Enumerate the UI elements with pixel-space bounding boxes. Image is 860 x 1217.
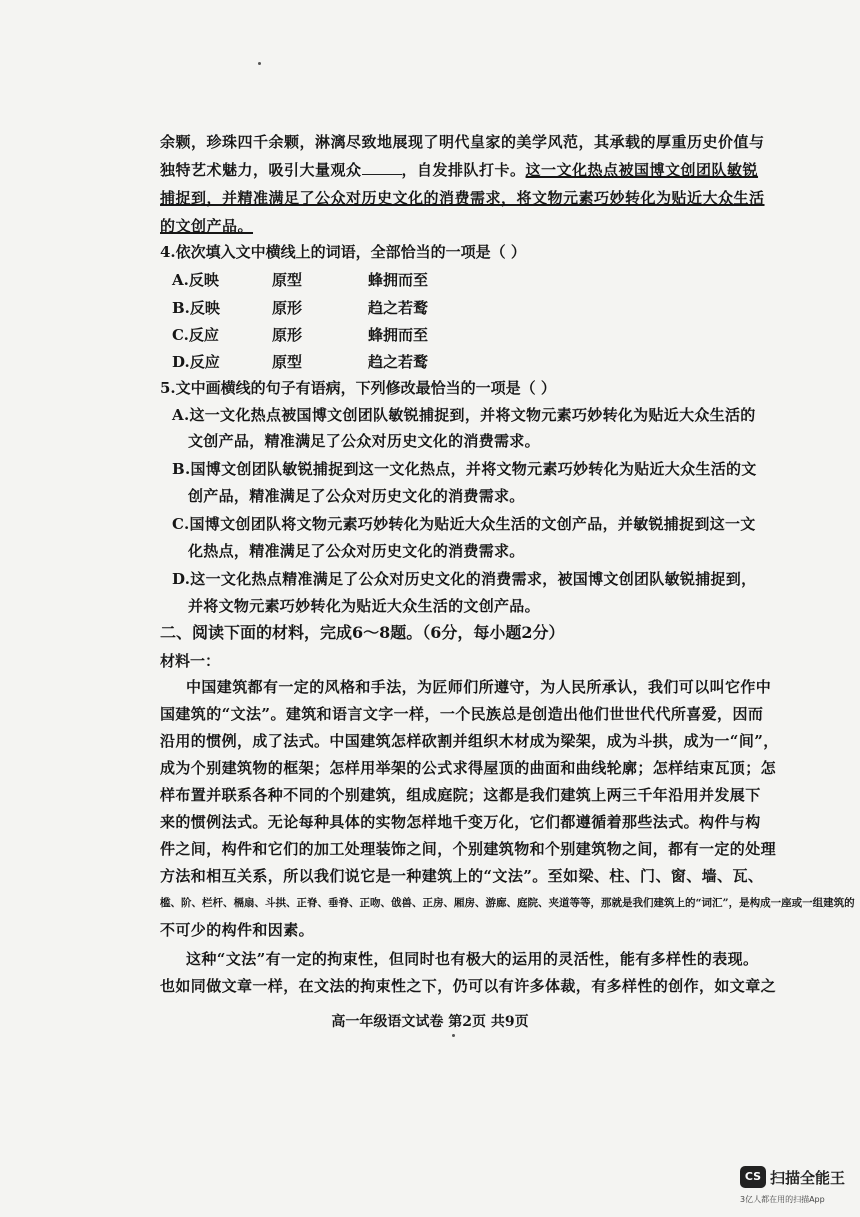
passage-line-2	[160, 160, 759, 180]
q5-option-c: C.国博文创团队将文物元素巧妙转化为贴近大众生活的文创产品，并敏锐捕捉到这一文	[172, 515, 756, 533]
scan-speck	[452, 1034, 455, 1037]
option-word: 原形	[272, 299, 303, 317]
underlined-sentence: 这一文化热点被国博文创团队敏锐	[525, 161, 759, 179]
article-line: 方法和相互关系，所以我们说它是一种建筑上的“文法”。至如梁、柱、门、窗、墙、瓦、	[160, 867, 764, 885]
article-line: 国建筑的“文法”。建筑和语言文字一样，一个民族总是创造出他们世世代代所喜爱，因而	[160, 705, 764, 723]
article-line: 沿用的惯例，成了法式。中国建筑怎样砍割并组织木材成为梁架，成为斗拱，成为一“间”，	[160, 732, 779, 750]
q5-option-d: D.这一文化热点精准满足了公众对历史文化的消费需求，被国博文创团队敏锐捕捉到，	[172, 570, 757, 588]
option-word: 趋之若鹜	[368, 353, 429, 371]
article-line: 成为个别建筑物的框架；怎样用举架的公式求得屋顶的曲面和曲线轮廓；怎样结束瓦顶；怎	[160, 759, 777, 777]
question-4-stem: 4.依次填入文中横线上的词语，全部恰当的一项是（ ）	[160, 243, 526, 261]
article-line: 槛、阶、栏杆、槅扇、斗拱、正脊、垂脊、正吻、戗兽、正房、厢房、游廊、庭院、夹道等等，那就是我们建筑上的“词汇”，是构成一座或一组建筑的	[160, 897, 855, 909]
article-line: 不可少的构件和因素。	[160, 921, 315, 939]
passage-line-1: 余颗，珍珠四千余颗，淋漓尽致地展现了明代皇家的美学风范，其承载的厚重历史价值与	[160, 133, 765, 151]
section-heading: 二、阅读下面的材料，完成6～8题。（6分，每小题2分）	[160, 623, 565, 642]
option-letter: D.反应	[172, 353, 220, 371]
q5-option-b: B.国博文创团队敏锐捕捉到这一文化热点，并将文物元素巧妙转化为贴近大众生活的文	[172, 460, 757, 478]
watermark-app-name: 扫描全能王	[770, 1169, 846, 1187]
scan-speck	[258, 62, 261, 65]
passage-line-2-start: 独特艺术魅力，吸引大量观众	[160, 161, 362, 179]
option-word: 原型	[272, 353, 303, 371]
article-line: 这种“文法”有一定的拘束性，但同时也有极大的运用的灵活性，能有多样性的表现。	[186, 950, 759, 968]
watermark-tagline: 3亿人都在用的扫描App	[740, 1195, 825, 1204]
option-word: 趋之若鹜	[368, 299, 429, 317]
option-letter: C.反应	[172, 326, 219, 344]
underlined-sentence: 的文创产品。	[160, 217, 254, 235]
passage-line-2-mid: ，自发排队打卡。	[401, 161, 526, 179]
option-word: 原形	[272, 326, 303, 344]
article-line: 中国建筑都有一定的风格和手法，为匠师们所遵守，为人民所承认，我们可以叫它作中	[186, 678, 772, 696]
q5-option-a-cont: 文创产品，精准满足了公众对历史文化的消费需求。	[188, 432, 540, 450]
option-word: 蜂拥而至	[368, 326, 429, 344]
question-5-stem: 5.文中画横线的句子有语病，下列修改最恰当的一项是（ ）	[160, 379, 556, 397]
underlined-sentence: 捕捉到，并精准满足了公众对历史文化的消费需求，将文物元素巧妙转化为贴近大众生活	[160, 189, 765, 207]
article-line: 件之间，构件和它们的加工处理装饰之间，个别建筑物和个别建筑物之间，都有一定的处理	[160, 840, 777, 858]
q5-option-c-cont: 化热点，精准满足了公众对历史文化的消费需求。	[188, 542, 525, 560]
article-line: 来的惯例法式。无论每种具体的实物怎样地千变万化，它们都遵循着那些法式。构件与构	[160, 813, 761, 831]
option-word: 蜂拥而至	[368, 271, 429, 289]
fill-blank	[362, 160, 402, 175]
material-label: 材料一：	[160, 652, 221, 670]
article-line: 也如同做文章一样，在文法的拘束性之下，仍可以有许多体裁，有多样性的创作，如文章之	[160, 977, 777, 995]
q5-option-b-cont: 创产品，精准满足了公众对历史文化的消费需求。	[188, 487, 525, 505]
q5-option-d-cont: 并将文物元素巧妙转化为贴近大众生活的文创产品。	[188, 597, 540, 615]
q5-option-a: A.这一文化热点被国博文创团队敏锐捕捉到，并将文物元素巧妙转化为贴近大众生活的	[172, 406, 756, 424]
option-letter: A.反映	[172, 271, 219, 289]
option-letter: B.反映	[172, 299, 220, 317]
article-line: 样布置并联系各种不同的个别建筑，组成庭院；这都是我们建筑上两三千年沿用并发展下	[160, 786, 761, 804]
page-footer: 高一年级语文试卷 第2页 共9页	[331, 1014, 529, 1030]
camscanner-logo-icon: CS	[740, 1166, 766, 1188]
option-word: 原型	[272, 271, 303, 289]
